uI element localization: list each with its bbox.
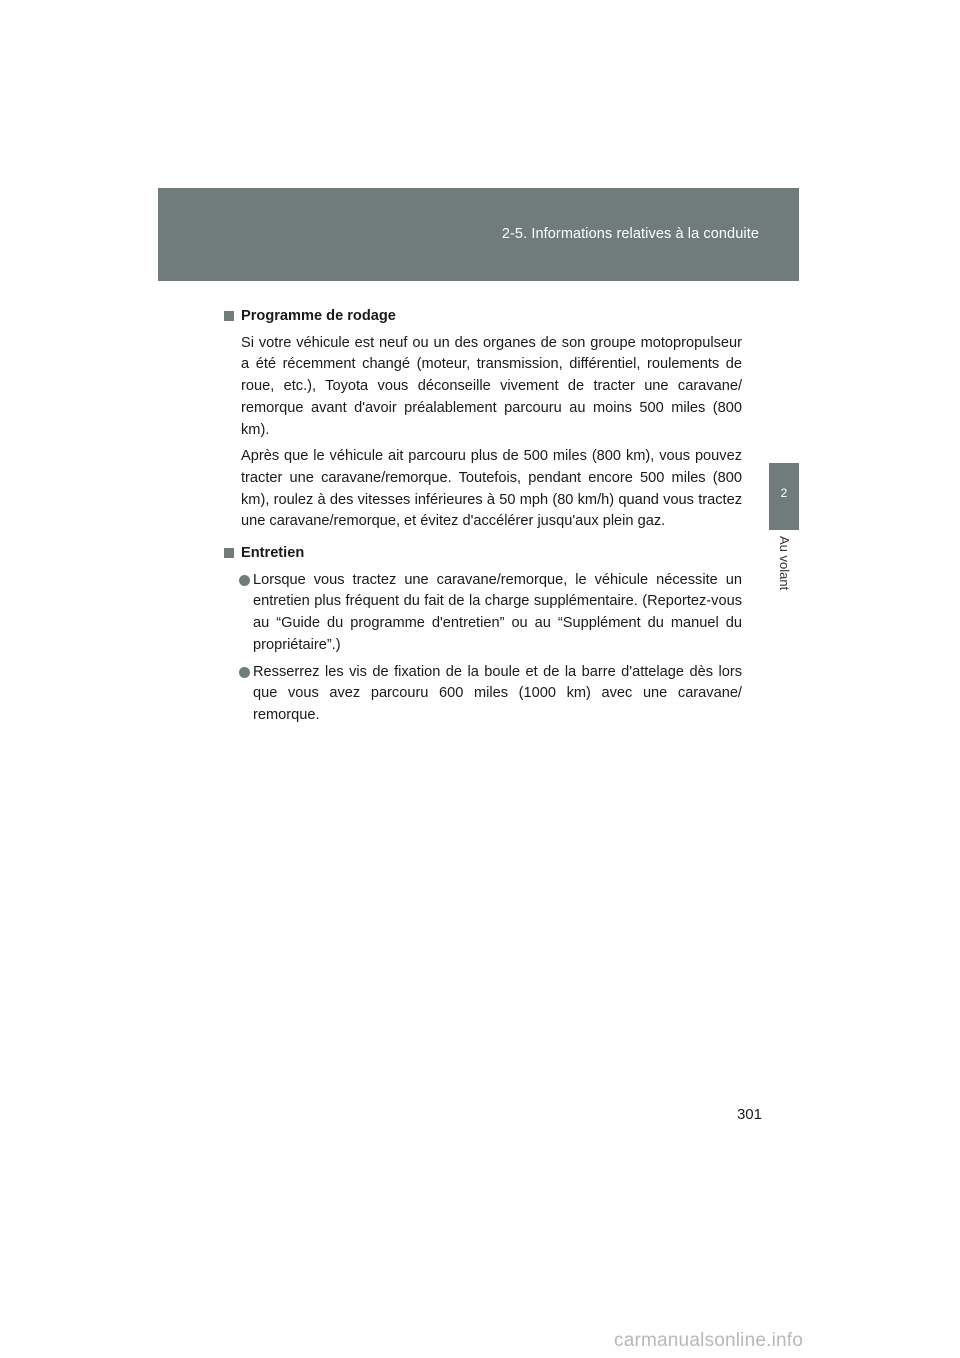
chapter-header-band <box>158 188 799 281</box>
section-heading-rodage <box>222 306 742 328</box>
bullet-item <box>241 662 742 727</box>
section-heading-label: Entretien <box>241 545 305 562</box>
chapter-number: 2 <box>780 486 788 500</box>
chapter-title: 2-5. Informations relatives à la conduite <box>501 226 759 242</box>
chapter-side-tab <box>769 463 799 530</box>
section-heading-label: Programme de rodage <box>241 308 396 324</box>
bullet-text: Lorsque vous tractez une caravane/remorque, le véhicule nécessite un entretien plus fréquent du fait de la charge supplémentaire. (Reportez-vous au “Guide du programme d'entretien” ou au “Supplément du manuel du propriétaire”.) <box>253 571 742 653</box>
bullet-text: Resserrez les vis de fixation de la boule et de la barre d'attelage dès lors que vous avez parcouru 600 miles (1000 km) avec une caravane/ remorque. <box>253 663 742 723</box>
square-icon <box>224 311 234 321</box>
circle-bullet-icon <box>239 575 250 586</box>
chapter-side-label: Au volant <box>777 536 792 591</box>
paragraph: Si votre véhicule est neuf ou un des organes de son groupe motopropulseur a été récemment changé (moteur, transmission, différentiel, roulements de roue, etc.), Toyota vous déconseille vivement de tracter une caravane/ remorque avant d'avoir préalablement parcouru au moins 500 miles (800 km). <box>241 334 742 438</box>
watermark-text: carmanualsonline.info <box>614 1330 804 1351</box>
page-content <box>222 306 742 732</box>
bullet-item <box>241 570 742 657</box>
paragraph: Après que le véhicule ait parcouru plus de 500 miles (800 km), vous pouvez tracter une caravane/remorque. Toutefois, pendant encore 500 miles (800 km), roulez à des vitesses inférieures à 50 mph (80 km/h) quand vous tractez une caravane/remorque, et évitez d'accélérer jusqu'aux plein gaz. <box>241 448 742 530</box>
page-number: 301 <box>736 1106 762 1123</box>
circle-bullet-icon <box>239 667 250 678</box>
square-icon <box>224 548 234 558</box>
section-heading-entretien <box>222 543 742 565</box>
